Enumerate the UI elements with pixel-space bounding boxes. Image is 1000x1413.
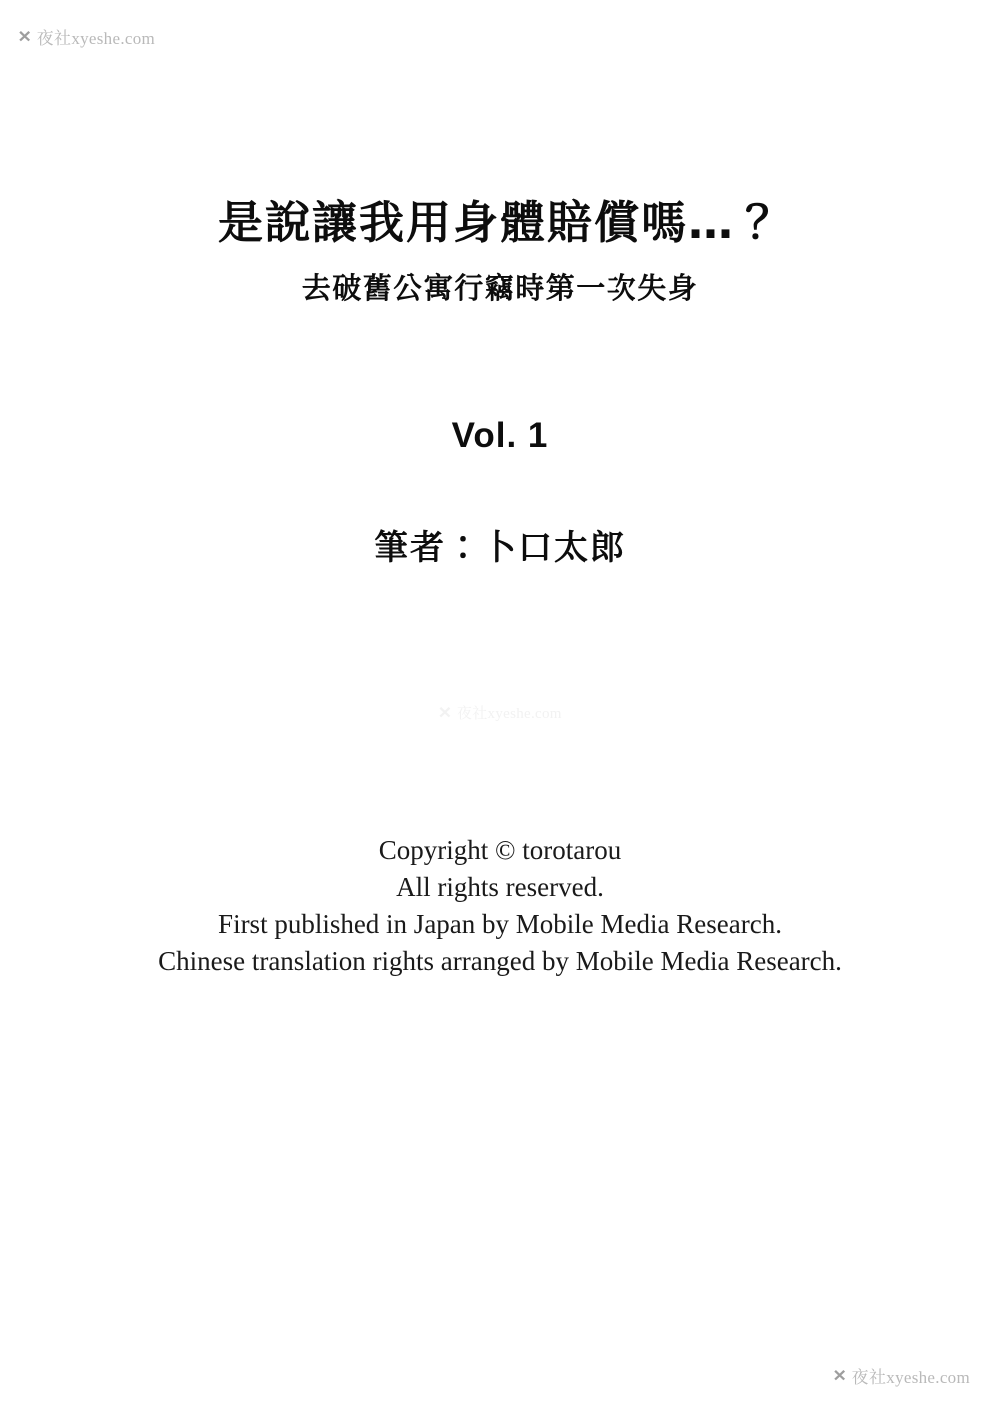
watermark-top-left <box>18 24 155 49</box>
watermark-x-icon-bottom: ✕ <box>832 1367 848 1385</box>
watermark-x-icon-center: ✕ <box>437 704 453 722</box>
watermark-x-icon: ✕ <box>17 28 33 46</box>
page-subtitle: 去破舊公寓行竊時第一次失身 <box>301 271 699 306</box>
watermark-top-left-text: 夜社xyeshe.com <box>36 29 156 48</box>
volume-label: Vol. 1 <box>451 416 549 455</box>
page-title: 是說讓我用身體賠償嗎…？ <box>217 196 782 249</box>
copyright-line-2: All rights reserved. <box>396 871 604 902</box>
watermark-bottom-right-text: 夜社xyeshe.com <box>851 1368 970 1387</box>
author-label: 筆者：卜口太郎 <box>374 528 626 568</box>
copyright-line-3: First published in Japan by Mobile Media Research. <box>218 908 782 939</box>
watermark-center <box>438 702 562 723</box>
copyright-block <box>0 832 1000 980</box>
copyright-line-4: Chinese translation rights arranged by Mobile Media Research. <box>158 945 842 976</box>
watermark-center-text: 夜社xyeshe.com <box>456 706 562 722</box>
watermark-bottom-right <box>833 1363 970 1388</box>
copyright-line-1: Copyright © torotarou <box>378 835 622 865</box>
title-block <box>0 196 1000 306</box>
